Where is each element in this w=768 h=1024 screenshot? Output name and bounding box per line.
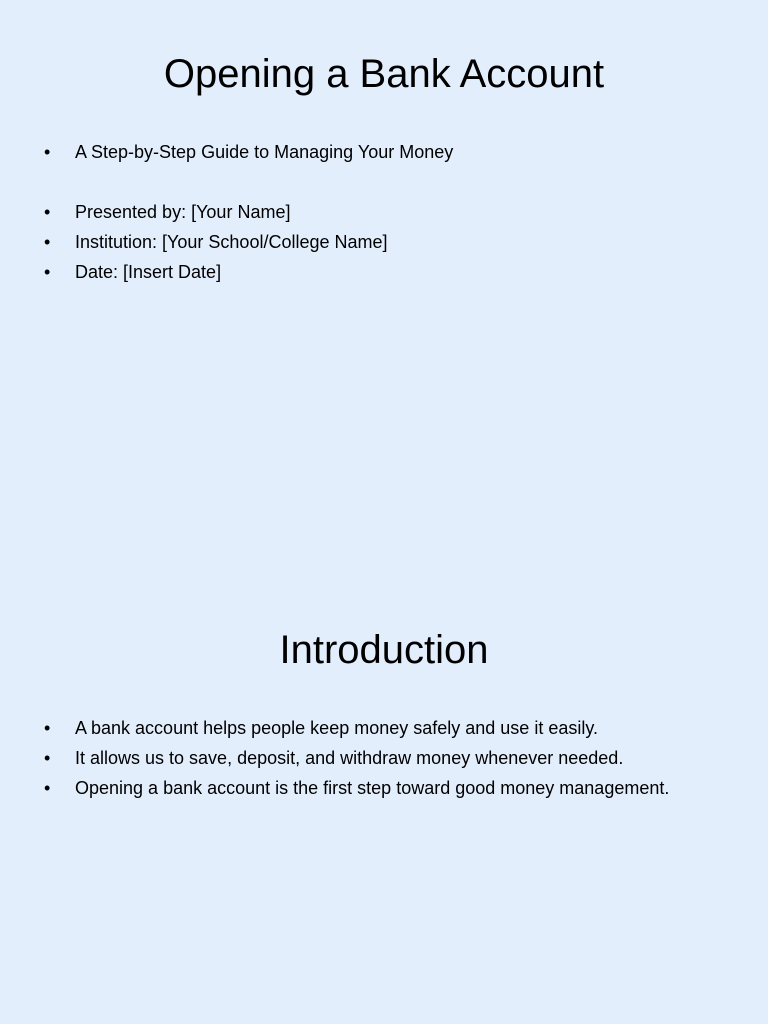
slide-title: Opening a Bank Account (163, 52, 605, 96)
bullet-text: A Step-by-Step Guide to Managing Your Money (75, 142, 454, 162)
bullet-icon: • (44, 202, 51, 222)
bullet-icon: • (44, 718, 51, 738)
bullet-icon: • (44, 142, 51, 162)
bullet-text: Date: [Insert Date] (75, 262, 222, 282)
bullet-text: Presented by: [Your Name] (75, 202, 291, 222)
bullet-icon: • (44, 232, 51, 252)
bullet-text: Opening a bank account is the first step toward good money management. (75, 778, 670, 798)
bullet-icon: • (44, 262, 51, 282)
bullet-item (44, 229, 704, 255)
bullet-icon: • (44, 778, 51, 798)
bullet-icon: • (44, 748, 51, 768)
bullet-text: Institution: [Your School/College Name] (75, 232, 388, 252)
bullet-item (44, 715, 704, 741)
slide-title: Introduction (279, 628, 489, 672)
bullet-text: It allows us to save, deposit, and withdraw money whenever needed. (75, 748, 624, 768)
bullet-list (44, 715, 704, 805)
bullet-list (44, 139, 704, 289)
bullet-item (44, 199, 704, 225)
bullet-item (44, 259, 704, 285)
bullet-item (44, 745, 704, 771)
bullet-text: A bank account helps people keep money safely and use it easily. (75, 718, 599, 738)
slide-introduction (0, 576, 768, 1024)
bullet-item (44, 139, 704, 165)
bullet-item (44, 775, 704, 801)
